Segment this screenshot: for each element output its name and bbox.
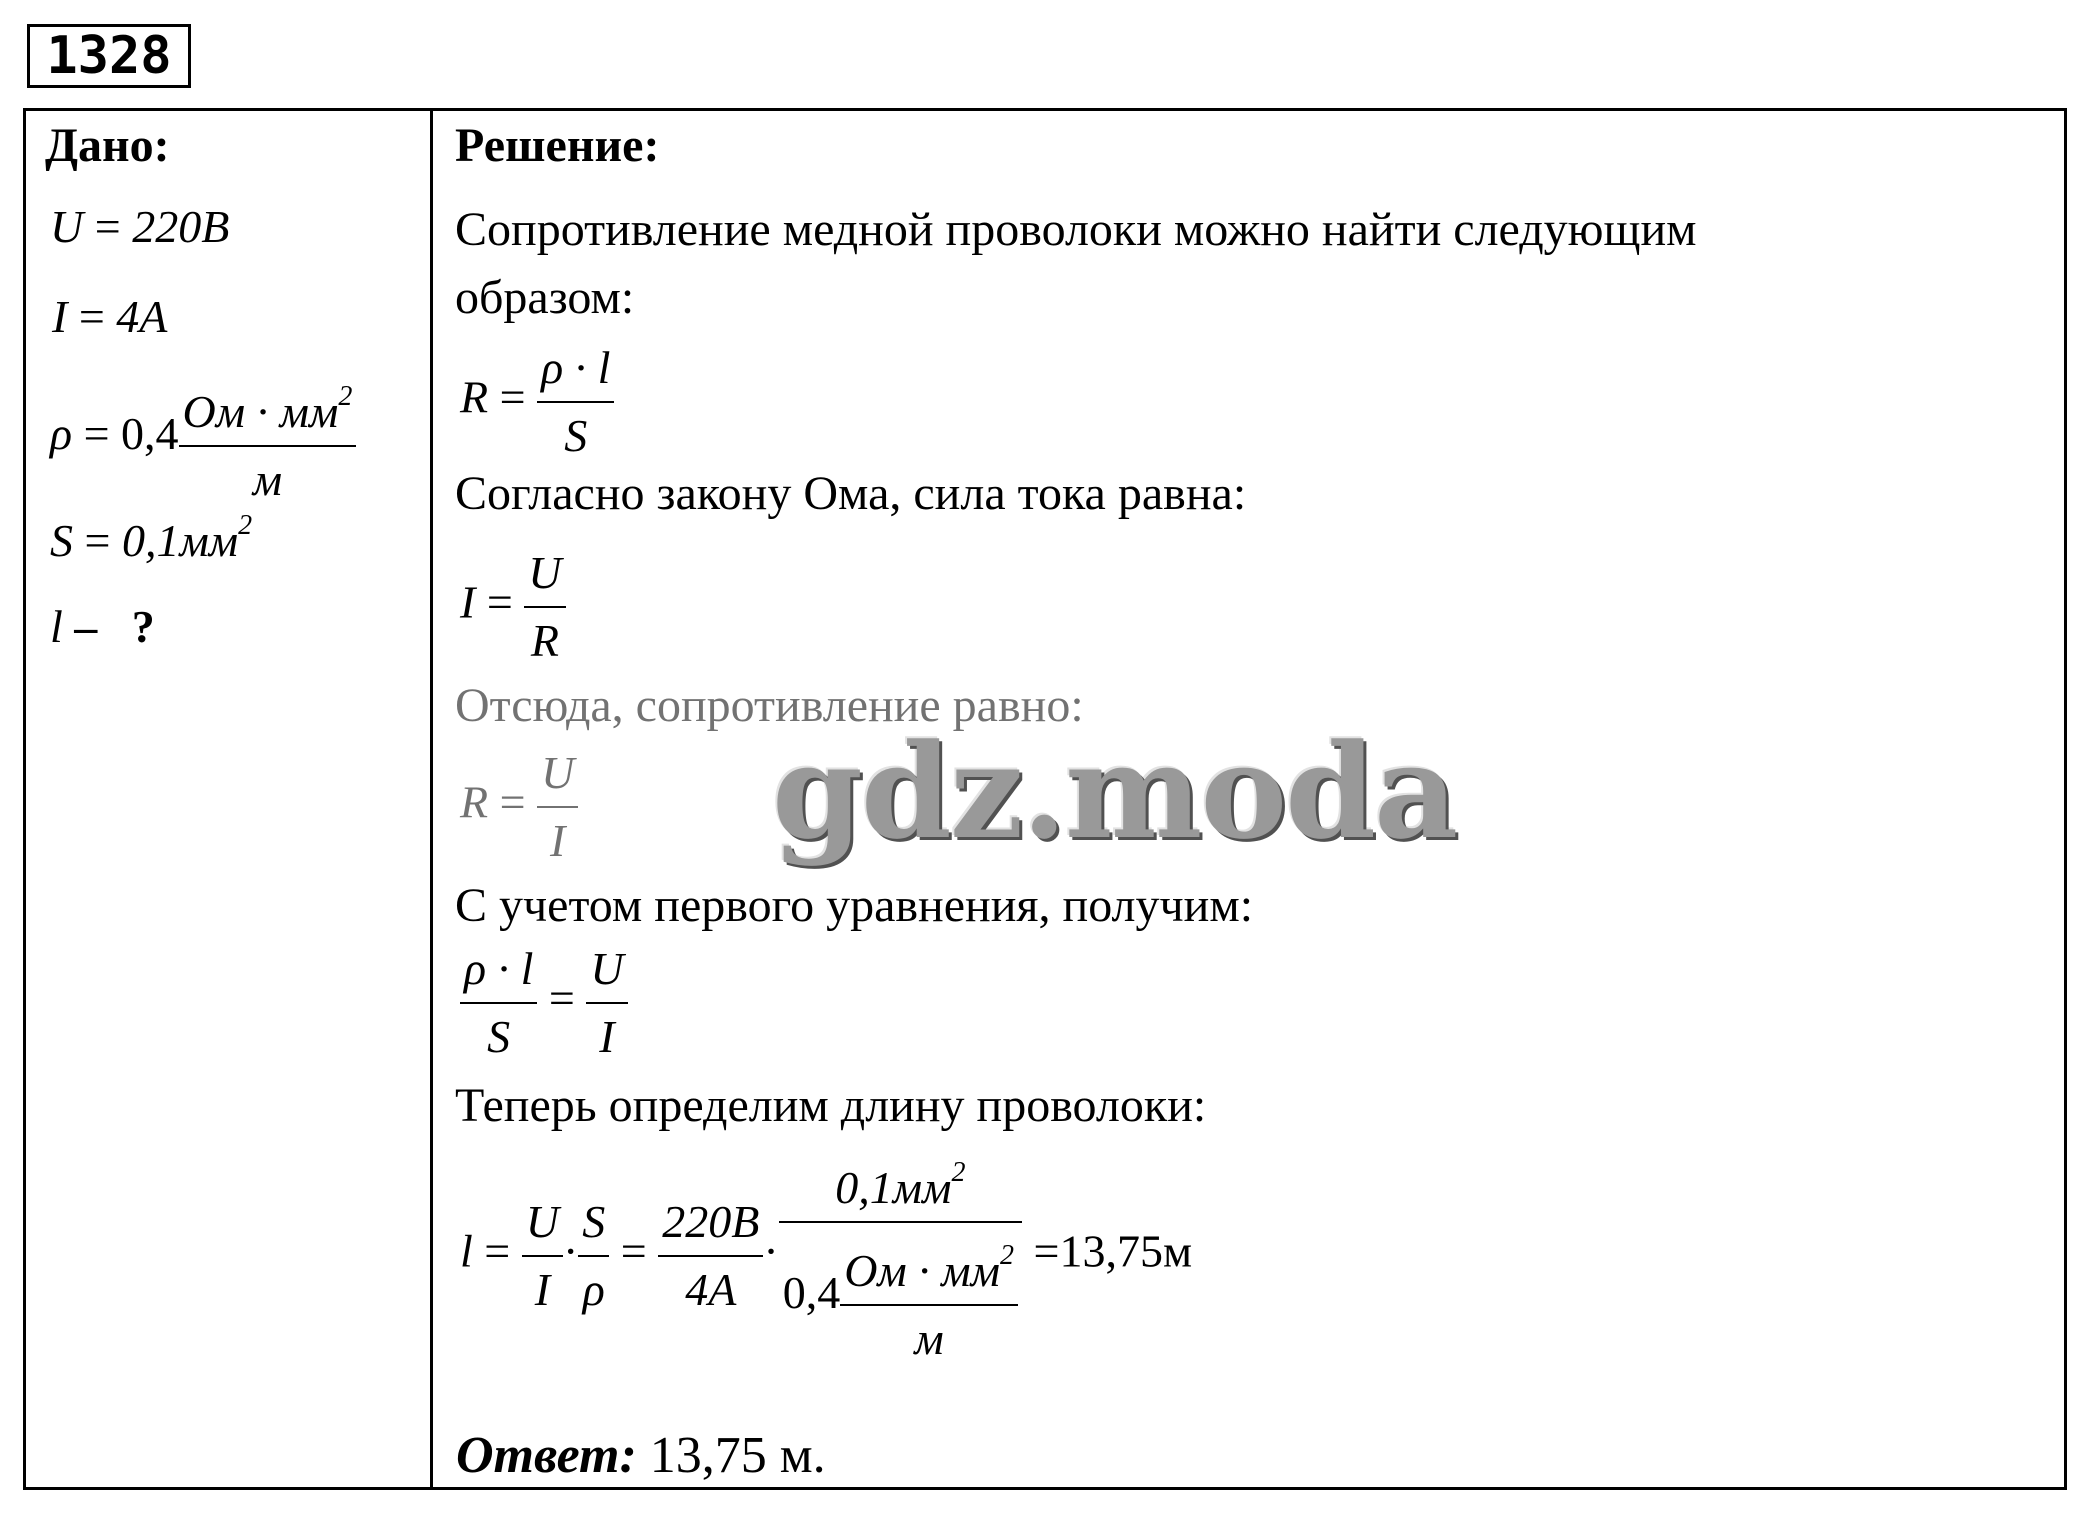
problem-number: 1328 xyxy=(27,24,191,88)
solution-line-3: Согласно закону Ома, сила тока равна: xyxy=(455,467,1247,520)
solution-line-4: Отсюда, сопротивление равно: xyxy=(455,679,1084,732)
equation-length: l = $\frac{U}{I}$ · $\frac{S}{\rho}$ = $\frac{220B}{4A}$ · $0,1мм^2$ 0,4 $\frac{Ом \cdot мм^2}{м}$ =13,75м xyxy=(460,1140,1192,1372)
solution-line-5: С учетом первого уравнения, получим: xyxy=(455,879,1254,932)
given-heading: Дано: xyxy=(45,119,170,172)
solution-line-2: образом: xyxy=(455,271,635,324)
solution-line-6: Теперь определим длину проволоки: xyxy=(455,1079,1207,1132)
answer-label: Ответ: xyxy=(456,1427,637,1484)
equation-ohms-law: I = $\frac{U}{R}$ xyxy=(460,540,566,674)
given-current: I = 4A xyxy=(52,291,168,342)
equation-resistance-from-ohm: R = $\frac{U}{I}$ xyxy=(460,740,578,874)
answer-line xyxy=(456,1426,826,1485)
equation-combined: $\frac{\rho \cdot l}{S}$ = $\frac{U}{I}$ xyxy=(460,936,628,1070)
answer-value: 13,75 м. xyxy=(649,1427,826,1484)
solution-line-1: Сопротивление медной проволоки можно найти следующим xyxy=(455,203,1697,256)
watermark: gdz.moda xyxy=(772,715,1457,868)
given-voltage: U = 220B xyxy=(50,201,230,252)
column-divider xyxy=(430,111,433,1487)
given-unknown: l – ? xyxy=(50,601,155,652)
given-resistivity: ρ = 0,4 $\frac{Ом \cdot мм^2}{м}$ xyxy=(50,364,356,513)
solution-heading: Решение: xyxy=(455,119,660,172)
equation-resistance: R = $\frac{\rho \cdot l}{S}$ xyxy=(460,335,614,469)
given-area: $S = 0,1мм^2$ xyxy=(50,510,253,566)
